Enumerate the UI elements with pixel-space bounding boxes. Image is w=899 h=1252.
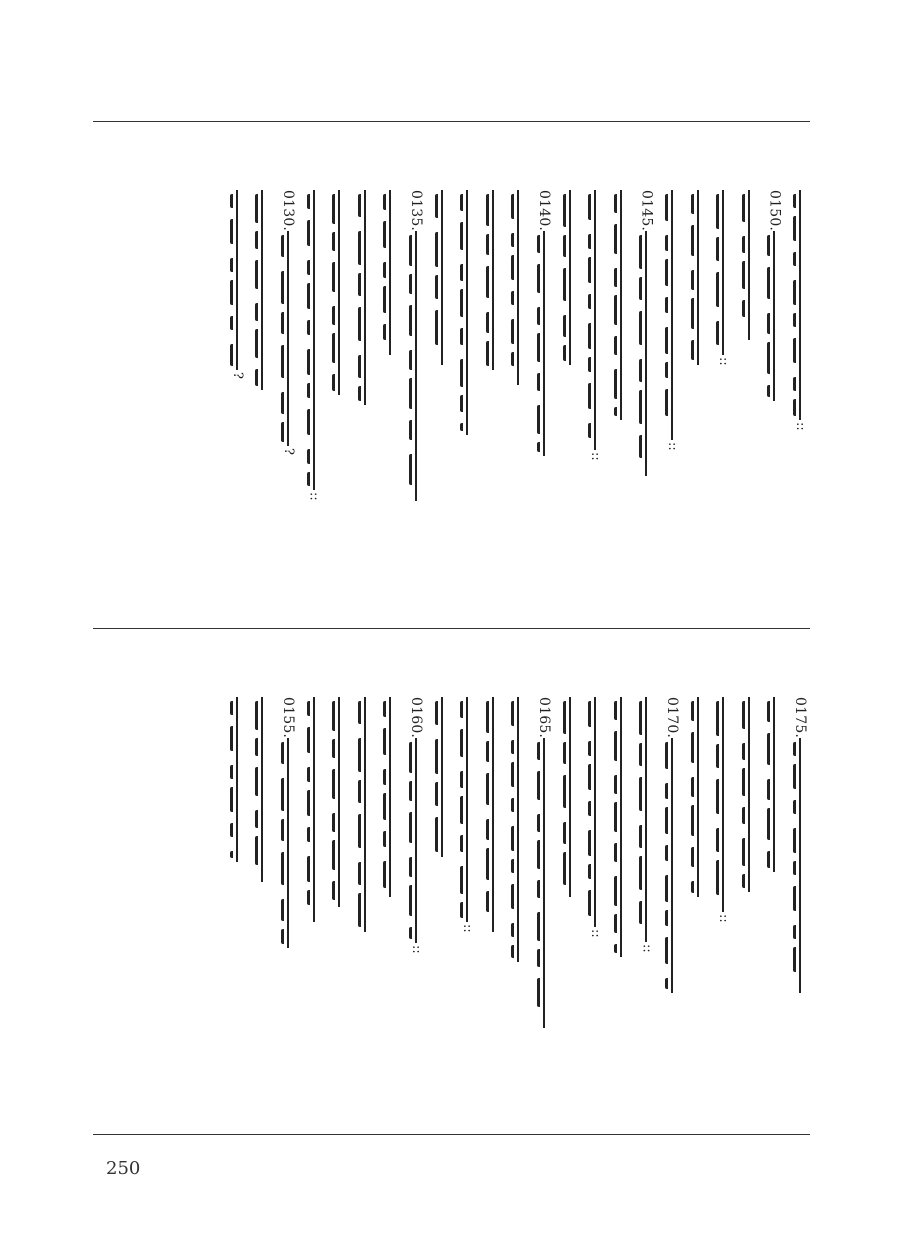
script-line [662, 738, 682, 993]
script-line [636, 697, 656, 942]
bottom-rule [93, 1134, 810, 1135]
text-column [788, 190, 812, 431]
script-line [227, 697, 247, 862]
line-number: 0140. [536, 190, 552, 232]
script-line [457, 697, 477, 922]
script-line [355, 697, 375, 932]
script-line [585, 697, 605, 927]
line-end-punctuation: :: [716, 357, 732, 366]
text-column [430, 190, 454, 365]
line-number: 0160. [408, 697, 424, 739]
text-column [404, 697, 428, 954]
text-column [250, 190, 274, 390]
text-column [250, 697, 274, 882]
text-column [430, 697, 454, 857]
text-column [686, 190, 710, 365]
text-column [378, 190, 402, 355]
line-number: 0135. [408, 190, 424, 232]
script-line [406, 738, 426, 943]
script-line [662, 190, 682, 440]
text-column [532, 190, 556, 456]
script-line [713, 697, 733, 912]
text-column [737, 190, 761, 340]
script-line [355, 190, 375, 405]
script-line [227, 190, 247, 370]
script-line [508, 697, 528, 962]
text-column [711, 190, 735, 366]
line-number: 0175. [792, 697, 808, 739]
text-column [762, 697, 786, 872]
page-number: 250 [106, 1158, 141, 1179]
line-end-punctuation: :: [665, 442, 680, 451]
script-line [329, 190, 349, 395]
script-line [636, 231, 656, 476]
text-column [225, 190, 249, 379]
script-line [278, 231, 298, 446]
line-number: 0145. [638, 190, 655, 232]
line-end-punctuation: :: [409, 945, 424, 954]
text-column [609, 190, 633, 420]
text-column [481, 697, 505, 932]
script-line [483, 190, 503, 370]
script-line [790, 738, 810, 993]
script-line [304, 190, 324, 490]
text-column [711, 697, 735, 923]
text-column [481, 190, 505, 370]
line-end-punctuation: :: [793, 422, 808, 431]
script-line [534, 738, 554, 1028]
line-number: 0165. [536, 697, 552, 739]
script-line [278, 738, 298, 948]
script-line [380, 190, 400, 355]
text-column [378, 697, 402, 897]
text-column [558, 190, 582, 365]
top-text-block [93, 122, 810, 628]
script-line [252, 697, 272, 882]
script-line [534, 231, 554, 456]
script-line [560, 190, 580, 365]
script-line [790, 190, 810, 420]
line-end-punctuation: ? [281, 448, 296, 456]
script-line [611, 190, 631, 420]
line-end-punctuation: :: [639, 944, 655, 953]
text-column [788, 697, 812, 993]
text-column [327, 190, 351, 395]
script-line [764, 231, 784, 401]
text-column [609, 697, 633, 957]
script-line [688, 697, 708, 897]
text-column [455, 190, 479, 435]
line-number: 0130. [280, 190, 296, 232]
line-end-punctuation: :: [460, 924, 476, 933]
text-column [327, 697, 351, 907]
text-column [276, 697, 300, 948]
text-column [506, 697, 530, 962]
text-column [737, 697, 761, 892]
script-line [611, 697, 631, 957]
line-end-punctuation: ? [229, 372, 245, 379]
script-line [406, 231, 426, 501]
text-column [506, 190, 530, 385]
text-column [558, 697, 582, 897]
text-column [532, 697, 556, 1028]
text-column [583, 697, 607, 938]
bottom-text-block [93, 629, 810, 1134]
line-end-punctuation: :: [588, 452, 604, 461]
script-line [457, 190, 477, 435]
text-column [634, 190, 658, 476]
script-line [304, 697, 324, 922]
text-column [660, 190, 684, 451]
text-column [634, 697, 658, 953]
script-line [508, 190, 528, 385]
text-column [276, 190, 300, 455]
script-line [713, 190, 733, 355]
line-end-punctuation: :: [306, 492, 322, 501]
script-line [585, 190, 605, 450]
line-number: 0170. [664, 697, 680, 739]
script-line [432, 697, 452, 857]
script-line [560, 697, 580, 897]
script-line [432, 190, 452, 365]
text-column [353, 697, 377, 932]
text-column [353, 190, 377, 405]
script-line [764, 697, 784, 872]
text-column [302, 190, 326, 501]
text-column [583, 190, 607, 461]
script-line [329, 697, 349, 907]
script-line [483, 697, 503, 932]
script-line [688, 190, 708, 365]
text-column [302, 697, 326, 922]
text-column [225, 697, 249, 862]
script-line [380, 697, 400, 897]
text-column [686, 697, 710, 897]
text-column [762, 190, 786, 401]
text-column [404, 190, 428, 501]
script-line [739, 190, 759, 340]
text-column [660, 697, 684, 993]
line-number: 0155. [280, 697, 296, 739]
line-end-punctuation: :: [588, 929, 604, 938]
line-end-punctuation: :: [716, 914, 732, 923]
script-line [252, 190, 272, 390]
script-line [739, 697, 759, 892]
line-number: 0150. [766, 190, 783, 232]
text-column [455, 697, 479, 933]
